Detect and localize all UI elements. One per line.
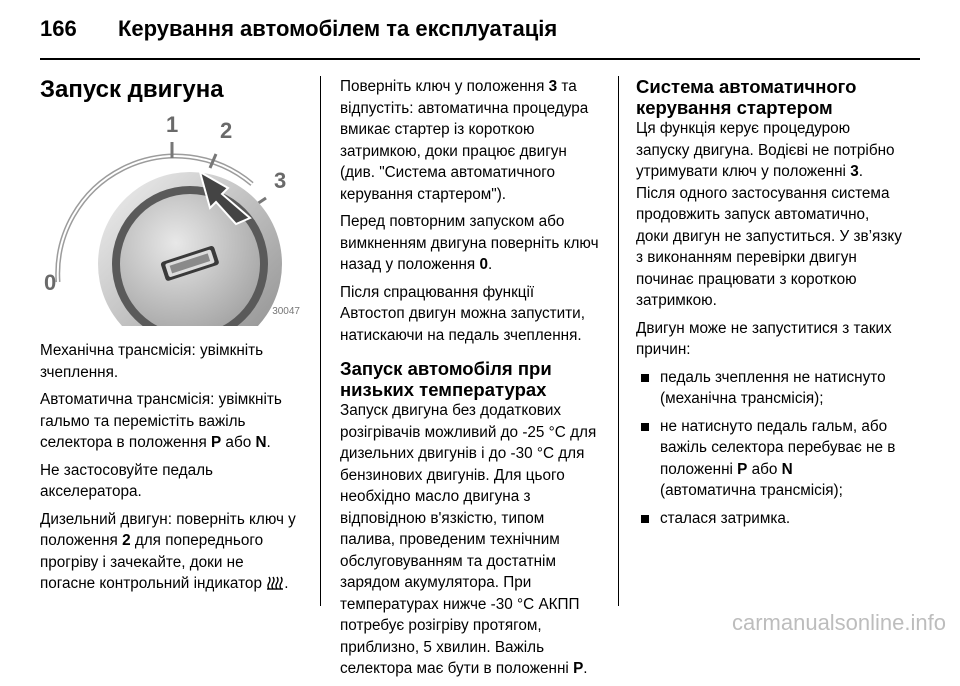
position-label-3: 3 xyxy=(274,168,287,193)
paragraph-diesel: Дизельний двигун: поверніть ключ у положення 2 для попереднього прогріву і зачекайте, доки не погасне контрольний індикатор . xyxy=(40,510,296,592)
paragraph-autostop: Після спрацювання функції Автостоп двигун можна запустити, натискаючи на педаль зчеплення. xyxy=(340,283,585,344)
column-3 xyxy=(636,76,904,535)
header-rule xyxy=(40,58,920,60)
preheating-indicator-icon xyxy=(266,575,284,591)
failure-reasons-list xyxy=(636,367,904,530)
bullet-square xyxy=(641,374,649,382)
position-label-0: 0 xyxy=(44,270,57,295)
section-heading-low-temperature: Запуск автомобіля при низьких температурах xyxy=(340,358,552,400)
bullet-square xyxy=(641,423,649,431)
column-2 xyxy=(340,76,602,686)
paragraph-restart: Перед повторним запуском або вимкненням двигуна поверніть ключ назад у положення 0. xyxy=(340,213,599,273)
section-heading-engine-start: Запуск двигуна xyxy=(40,76,224,103)
page-number: 166 xyxy=(40,16,77,41)
column-divider-2 xyxy=(618,76,619,606)
column-divider-1 xyxy=(320,76,321,606)
section-heading-starter-control: Система автоматичного керування стартером xyxy=(636,76,857,118)
list-item: не натиснуто педаль гальм, або важіль селектора перебуває не в положенні P або N (автоматична трансмісія); xyxy=(636,416,904,502)
list-item: сталася затримка. xyxy=(636,508,904,530)
bullet-square xyxy=(641,515,649,523)
page-header xyxy=(40,12,920,60)
column-1 xyxy=(40,72,302,601)
watermark: carmanualsonline.info xyxy=(731,610,946,635)
running-title: Керування автомобілем та експлуатація xyxy=(118,16,558,41)
position-label-1: 1 xyxy=(166,112,179,137)
paragraph-manual-transmission: Механічна трансмісія: увімкніть зчеплення. xyxy=(40,342,264,381)
paragraph-failure-reasons: Двигун може не запуститися з таких причин: xyxy=(636,319,892,358)
figure-id: 30047 xyxy=(272,305,300,317)
paragraph-accelerator: Не застосовуйте педаль акселератора. xyxy=(40,461,214,500)
paragraph-low-temperature: Запуск двигуна без додаткових розігрівачів можливий до -25 °С для дизельних двигунів і до -30 °С для бензинових двигунів. Для цього необхідно масло двигуна з відповідною в'язкістю, типом палива, проведеним технічним обслуговуванням та достатнім зарядом акумулятора. При температурах нижче -30 °С АКПП потребує розігріву протягом, приблизно, 5 хвилин. Важіль селектора має бути в положенні P. xyxy=(340,402,597,677)
paragraph-automatic-transmission: Автоматична трансмісія: увімкніть гальмо та перемістіть важіль селектора в положення P або N. xyxy=(40,391,282,451)
paragraph-starter-function: Ця функція керує процедурою запуску двигуна. Водієві не потрібно утримувати ключ у положенні 3. Після одного застосування система продовжить запуск автоматично, доки двигун не запуститься. У зв’язку з виконанням перевірки двигун починає працювати з короткою затримкою. xyxy=(636,120,902,309)
position-label-2: 2 xyxy=(220,118,233,143)
ignition-switch-illustration xyxy=(40,114,302,326)
list-item: педаль зчеплення не натиснуто (механічна трансмісія); xyxy=(636,367,904,410)
paragraph-turn-key-3: Поверніть ключ у положення 3 та відпустіть: автоматична процедура вмикає стартер із короткою затримкою, доки працює двигун (див. "Система автоматичного керування стартером"). xyxy=(340,78,589,203)
ignition-switch-figure xyxy=(40,114,302,326)
